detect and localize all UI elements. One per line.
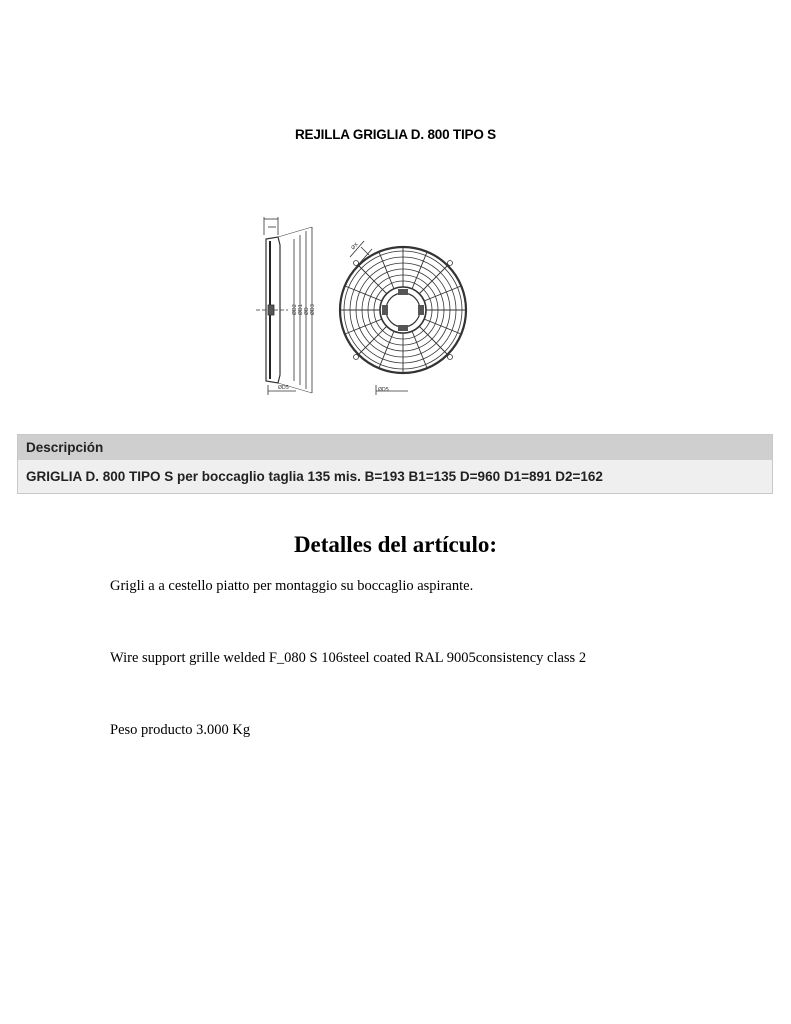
svg-text:ØX: ØX (350, 241, 360, 252)
description-table-header: Descripción (18, 435, 772, 460)
description-table-row: GRIGLIA D. 800 TIPO S per boccaglio taglia 135 mis. B=193 B1=135 D=960 D1=891 D2=162 (18, 460, 772, 493)
svg-text:ØD2: ØD2 (292, 304, 298, 315)
details-paragraph-description: Grigli a a cestello piatto per montaggio su boccaglio aspirante. (110, 578, 474, 594)
svg-text:ØD1: ØD1 (298, 304, 304, 315)
details-paragraph-specification: Wire support grille welded F_080 S 106steel coated RAL 9005consistency class 2 (110, 650, 587, 666)
svg-text:ØD5: ØD5 (278, 385, 289, 391)
details-heading: Detalles del artículo: (293, 532, 498, 557)
svg-text:ØD5: ØD5 (378, 387, 389, 393)
details-paragraph-weight: Peso producto 3.000 Kg (110, 722, 251, 738)
svg-text:ØD3: ØD3 (310, 304, 316, 315)
document-title: REJILLA GRIGLIA D. 800 TIPO S (295, 127, 496, 142)
svg-text:ØD: ØD (304, 307, 310, 315)
description-table (17, 434, 773, 494)
grille-technical-drawing (248, 205, 478, 403)
